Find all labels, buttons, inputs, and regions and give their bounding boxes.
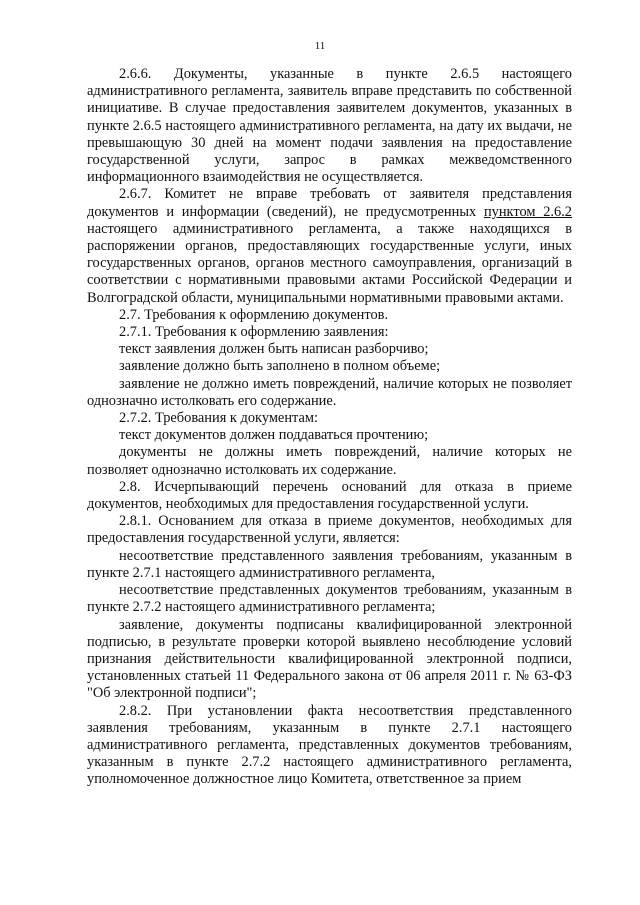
list-item: несоответствие представленных документов требованиям, указанным в пункте 2.7.2 настоящего административного регламента; [87,582,572,616]
list-item: заявление не должно иметь повреждений, наличие которых не позволяет однозначно истолковать его содержание. [87,375,572,409]
paragraph-2-8: 2.8. Исчерпывающий перечень оснований для отказа в приеме документов, необходимых для предоставления государственной услуги. [87,478,572,513]
list-item: документы не должны иметь повреждений, наличие которых не позволяет однозначно истолковать их содержание. [87,444,572,478]
paragraph-2-7-1: 2.7.1. Требования к оформлению заявления: [119,324,389,341]
clause-link: пунктом 2.6.2 [483,203,573,220]
page-number: 11 [314,40,326,52]
paragraph-2-8-2: 2.8.2. При установлении факта несоответствия представленного заявления требованиям, указанным в пункте 2.7.1 настоящего административного регламента, представленных документов требованиям, указанным в пункте 2.7.2 настоящего административного регламента, уполномоченное должностное лицо Комитета, ответственное за прием [87,702,572,788]
list-item: текст заявления должен быть написан разборчиво; [119,341,429,358]
list-item: текст документов должен поддаваться прочтению; [119,427,429,444]
paragraph-2-7-2: 2.7.2. Требования к документам: [119,410,318,427]
paragraph-2-6-6: 2.6.6. Документы, указанные в пункте 2.6.5 настоящего административного регламента, заявитель вправе представить по собственной инициативе. В случае предоставления заявителем документов, указанных в пункте 2.6.5 настоящего административного регламента, на дату их выдачи, не превышающую 30 дней на момент подачи заявления на предоставление государственной услуги, запрос в рамках межведомственного информационного взаимодействия не осуществляется. [87,66,572,186]
paragraph-2-8-1: 2.8.1. Основанием для отказа в приеме документов, необходимых для предоставления государственной услуги, является: [87,513,572,547]
paragraph-2-7: 2.7. Требования к оформлению документов. [119,306,389,323]
list-item: заявление должно быть заполнено в полном объеме; [119,358,441,375]
paragraph-2-6-7: 2.6.7. Комитет не вправе требовать от заявителя представления документов и информации (сведений), не предусмотренных пунктом 2.6.2 настоящего административного регламента, а также находящихся в распоряжении органов, предоставляющих государственные услуги, иных государственных органов, органов местного самоуправления, организаций в соответствии с нормативными правовыми актами Российской Федерации и Волгоградской области, муниципальными нормативными правовыми актами. [87,186,573,306]
list-item: несоответствие представленного заявления требованиям, указанным в пункте 2.7.1 настоящего административного регламента, [87,547,572,581]
list-item: заявление, документы подписаны квалифицированной электронной подписью, в результате проверки которой выявлено несоблюдение условий признания действительности квалифицированной электронной подписи, установленных статьей 11 Федерального закона от 06 апреля 2011 г. № 63-ФЗ "Об электронной подписи"; [87,616,572,702]
document-body [87,66,572,789]
